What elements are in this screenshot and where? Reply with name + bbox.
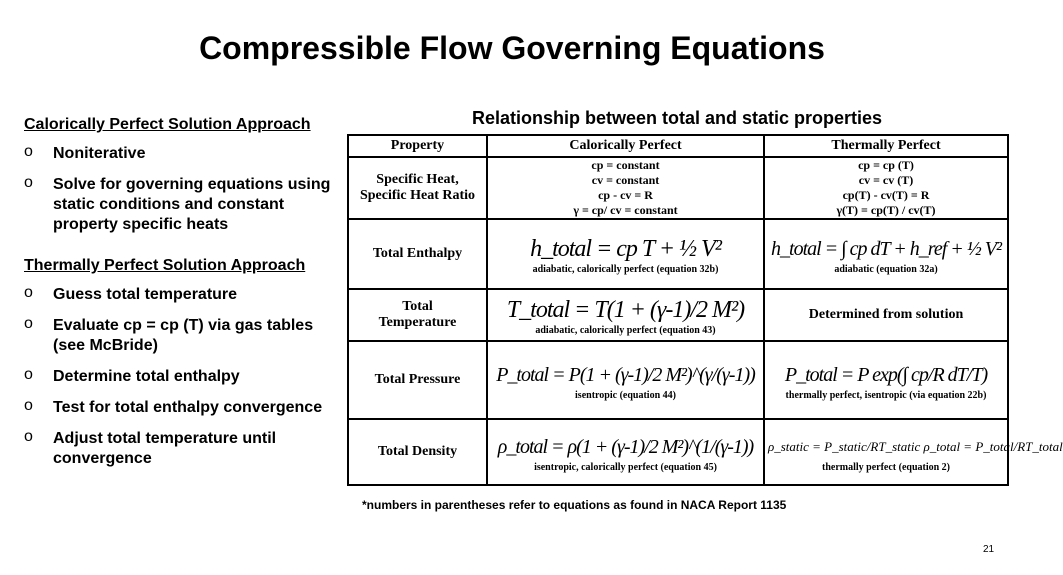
bullet-text: Solve for governing equations using static conditions and constant property specific heats <box>53 176 331 233</box>
list-item <box>24 367 334 387</box>
bullet-icon: o <box>24 284 33 301</box>
equation-caption: isentropic (equation 44) <box>575 389 676 401</box>
properties-table <box>347 134 1063 486</box>
list-item <box>24 175 334 235</box>
row-label-total-enthalpy: Total Enthalpy <box>348 219 487 289</box>
row-label-specific-heat <box>348 157 487 219</box>
header-thermally-perfect: Thermally Perfect <box>764 135 1008 157</box>
footnote: *numbers in parentheses refer to equations as found in NACA Report 1135 <box>362 498 787 512</box>
temperature-formula: T_total = T(1 + (γ-1)/2 M²) <box>506 296 745 323</box>
equation-caption: thermally perfect (equation 2) <box>821 461 951 473</box>
thermally-perfect-heading: Thermally Perfect Solution Approach <box>24 257 306 274</box>
calorically-perfect-heading: Calorically Perfect Solution Approach <box>24 116 311 133</box>
equation-line: γ(T) = cp(T) / cv(T) <box>836 203 936 217</box>
header-property: Property <box>348 135 487 157</box>
row-label-line: Temperature <box>378 315 457 330</box>
table-title: Relationship between total and static properties <box>471 108 883 128</box>
row-label-total-pressure: Total Pressure <box>348 341 487 419</box>
page-number: 21 <box>983 544 995 555</box>
list-item <box>24 398 334 418</box>
thermally-temperature-cell: Determined from solution <box>764 289 1008 341</box>
pressure-formula: P_total = P(1 + (γ-1)/2 M²)^(γ/(γ-1)) <box>496 363 755 386</box>
table-row <box>348 289 1008 341</box>
thermally-enthalpy-cell <box>764 219 1008 289</box>
calorically-pressure-cell <box>487 341 764 419</box>
calorically-bullet-list <box>24 144 334 235</box>
list-item <box>24 144 334 164</box>
row-label-total-density: Total Density <box>348 419 487 485</box>
row-label-total-temperature <box>348 289 487 341</box>
bullet-icon: o <box>24 174 33 191</box>
density-formula: ρ_static = P_static/RT_static ρ_total = P_total/RT_total <box>768 438 1063 454</box>
equation-line: cp = cp (T) <box>858 158 914 172</box>
list-item <box>24 285 334 305</box>
table-row <box>348 341 1008 419</box>
bullet-text: Determine total enthalpy <box>53 368 240 385</box>
row-label-line: Specific Heat, <box>376 172 459 187</box>
enthalpy-formula: h_total = cp T + ½ V² <box>530 235 721 262</box>
equation-caption: isentropic, calorically perfect (equation 45) <box>534 461 717 473</box>
row-label-line: Specific Heat Ratio <box>359 188 476 203</box>
bullet-text: Evaluate cp = cp (T) via gas tables (see McBride) <box>53 317 314 354</box>
bullet-icon: o <box>24 428 33 445</box>
calorically-temperature-cell <box>487 289 764 341</box>
enthalpy-formula: h_total = ∫ cp dT + h_ref + ½ V² <box>771 237 1001 260</box>
equation-caption: thermally perfect, isentropic (via equation 22b) <box>785 389 987 401</box>
row-label-line: Total <box>402 299 433 314</box>
equation-caption: adiabatic, calorically perfect (equation 32b) <box>532 263 719 275</box>
header-calorically-perfect: Calorically Perfect <box>487 135 764 157</box>
table-row <box>348 219 1008 289</box>
table-row <box>348 419 1008 485</box>
thermally-pressure-cell <box>764 341 1008 419</box>
left-column <box>24 116 334 480</box>
equation-line: cp = constant <box>591 158 660 172</box>
list-item <box>24 316 334 356</box>
table-header-row <box>348 135 1008 157</box>
pressure-formula: P_total = P exp(∫ cp/R dT/T) <box>784 363 988 386</box>
equation-line: γ = cp/ cv = constant <box>573 203 678 217</box>
calorically-density-cell <box>487 419 764 485</box>
equation-line: cp(T) - cv(T) = R <box>842 188 930 202</box>
equation-line: cv = cv (T) <box>858 173 914 187</box>
list-item <box>24 429 334 469</box>
bullet-text: Test for total enthalpy convergence <box>53 399 323 416</box>
table-row <box>348 157 1008 219</box>
bullet-text: Noniterative <box>53 145 146 162</box>
equation-caption: adiabatic (equation 32a) <box>834 263 938 275</box>
bullet-icon: o <box>24 315 33 332</box>
slide-title: Compressible Flow Governing Equations <box>199 30 825 66</box>
equation-caption: adiabatic, calorically perfect (equation 43) <box>535 324 716 336</box>
bullet-icon: o <box>24 366 33 383</box>
bullet-text: Guess total temperature <box>53 286 238 303</box>
bullet-icon: o <box>24 143 33 160</box>
bullet-text: Adjust total temperature until convergence <box>53 430 277 467</box>
density-formula: ρ_total = ρ(1 + (γ-1)/2 M²)^(1/(γ-1)) <box>497 435 754 458</box>
equation-line: cp - cv = R <box>598 188 653 202</box>
thermally-density-cell <box>764 419 1063 485</box>
calorically-specific-heat-cell <box>487 157 764 219</box>
thermally-specific-heat-cell <box>764 157 1008 219</box>
calorically-enthalpy-cell <box>487 219 764 289</box>
bullet-icon: o <box>24 397 33 414</box>
thermally-bullet-list <box>24 285 334 469</box>
equation-line: cv = constant <box>591 173 660 187</box>
